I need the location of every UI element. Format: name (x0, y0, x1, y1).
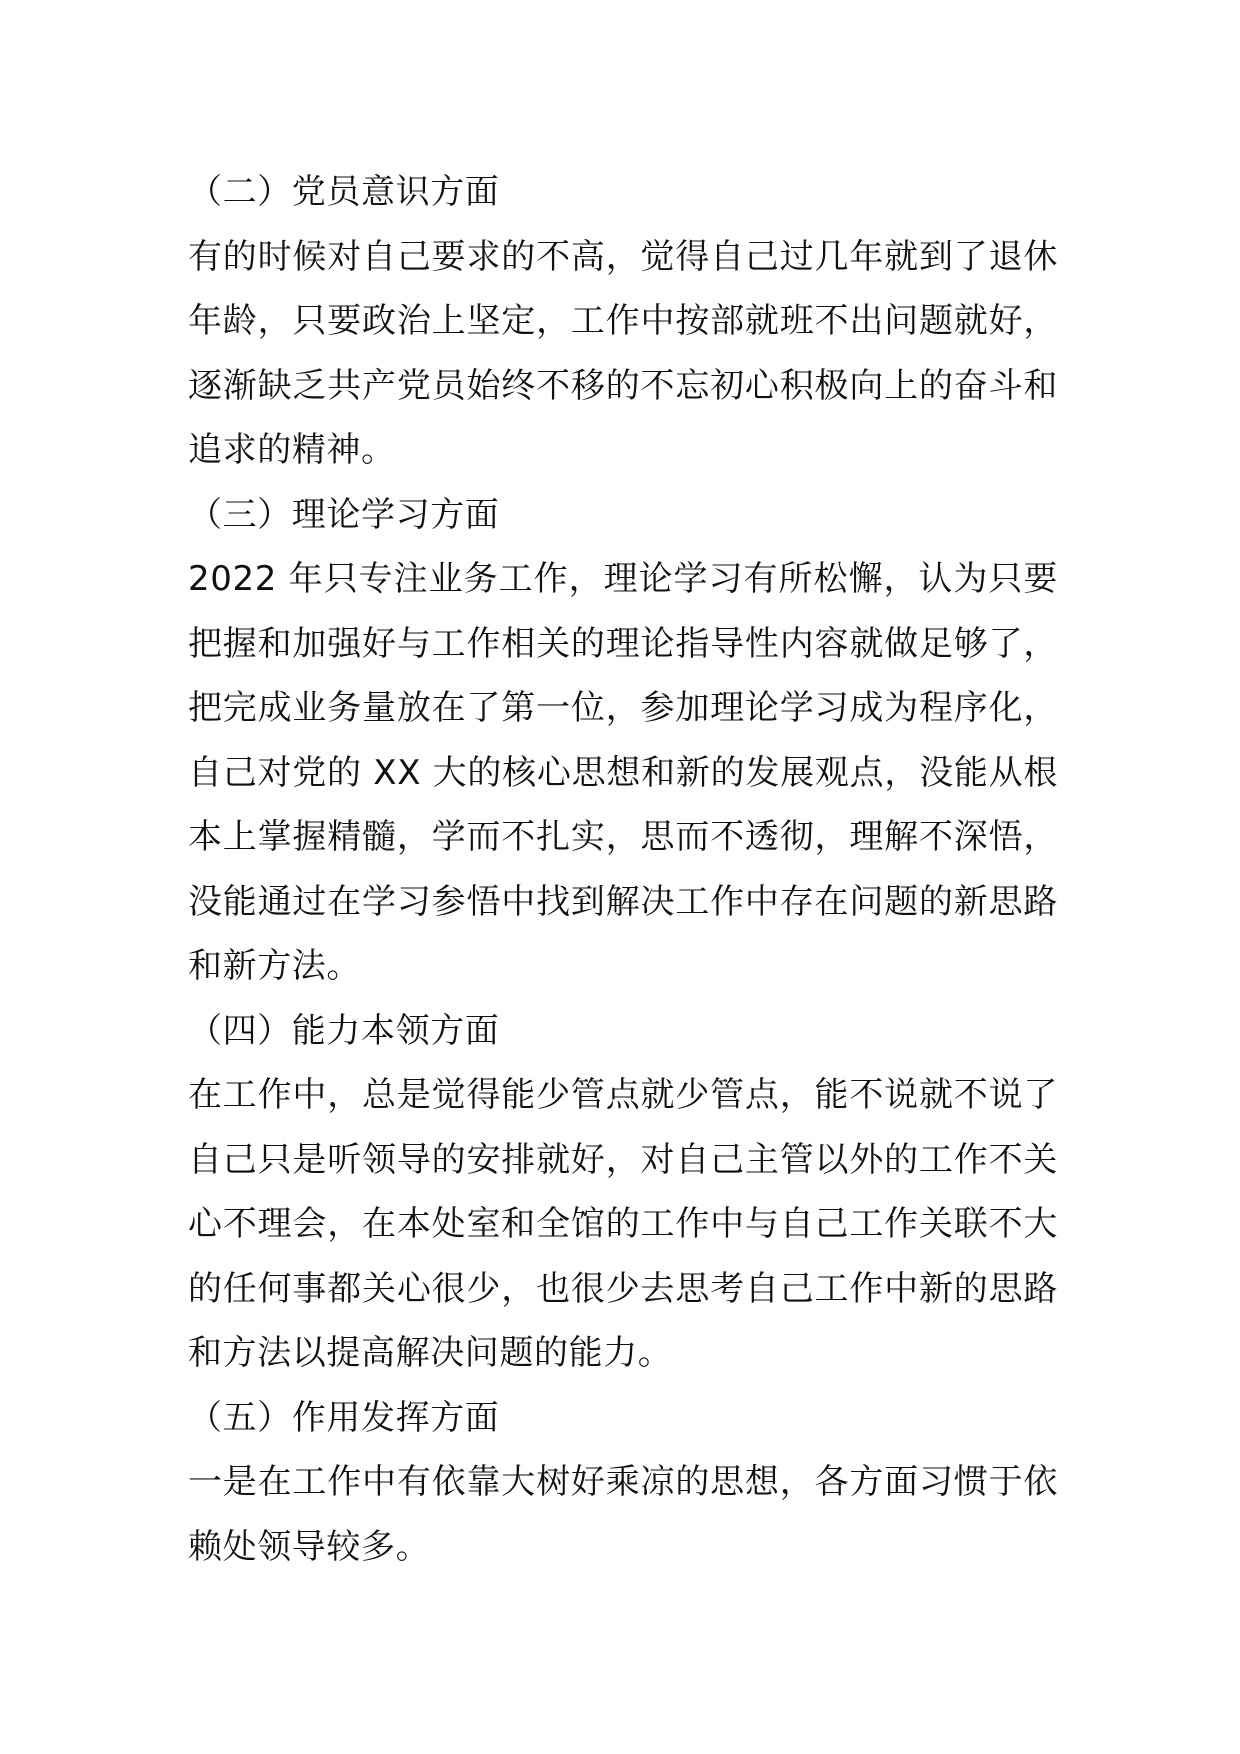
section-paragraph: 一是在工作中有依靠大树好乘凉的思想，各方面习惯于依赖处领导较多。 (188, 1462, 1058, 1567)
section-party-awareness (188, 160, 1058, 483)
section-heading: （二）党员意识方面 (188, 172, 500, 212)
section-heading: （五）作用发挥方面 (188, 1397, 500, 1438)
document-page (188, 160, 1058, 1579)
section-ability (188, 999, 1058, 1386)
section-paragraph: 在工作中，总是觉得能少管点就少管点，能不说就不说了自己只是听领导的安排就好，对自己主管以外的工作不关心不理会，在本处室和全馆的工作中与自己工作关联不大的任何事都关心很少，也很少去思考自己工作中新的思路和方法以提高解决问题的能力。 (188, 1075, 1058, 1373)
section-heading: （三）理论学习方面 (188, 494, 500, 535)
section-paragraph: 2022 年只专注业务工作，理论学习有所松懈，认为只要把握和加强好与工作相关的理论指导性内容就做足够了，把完成业务量放在了第一位，参加理论学习成为程序化，自己对党的 XX 大的核心思想和新的发展观点，没能从根本上掌握精髓，学而不扎实，思而不透彻，理解不深悟，没能通过在学习参悟中找到解决工作中存在问题的新思路和新方法。 (188, 559, 1058, 986)
section-theory-study (188, 483, 1058, 999)
section-role (188, 1386, 1058, 1580)
section-paragraph: 有的时候对自己要求的不高，觉得自己过几年就到了退休年龄，只要政治上坚定，工作中按部就班不出问题就好，逐渐缺乏共产党员始终不移的不忘初心积极向上的奋斗和追求的精神。 (188, 236, 1058, 470)
section-heading: （四）能力本领方面 (188, 1010, 500, 1051)
